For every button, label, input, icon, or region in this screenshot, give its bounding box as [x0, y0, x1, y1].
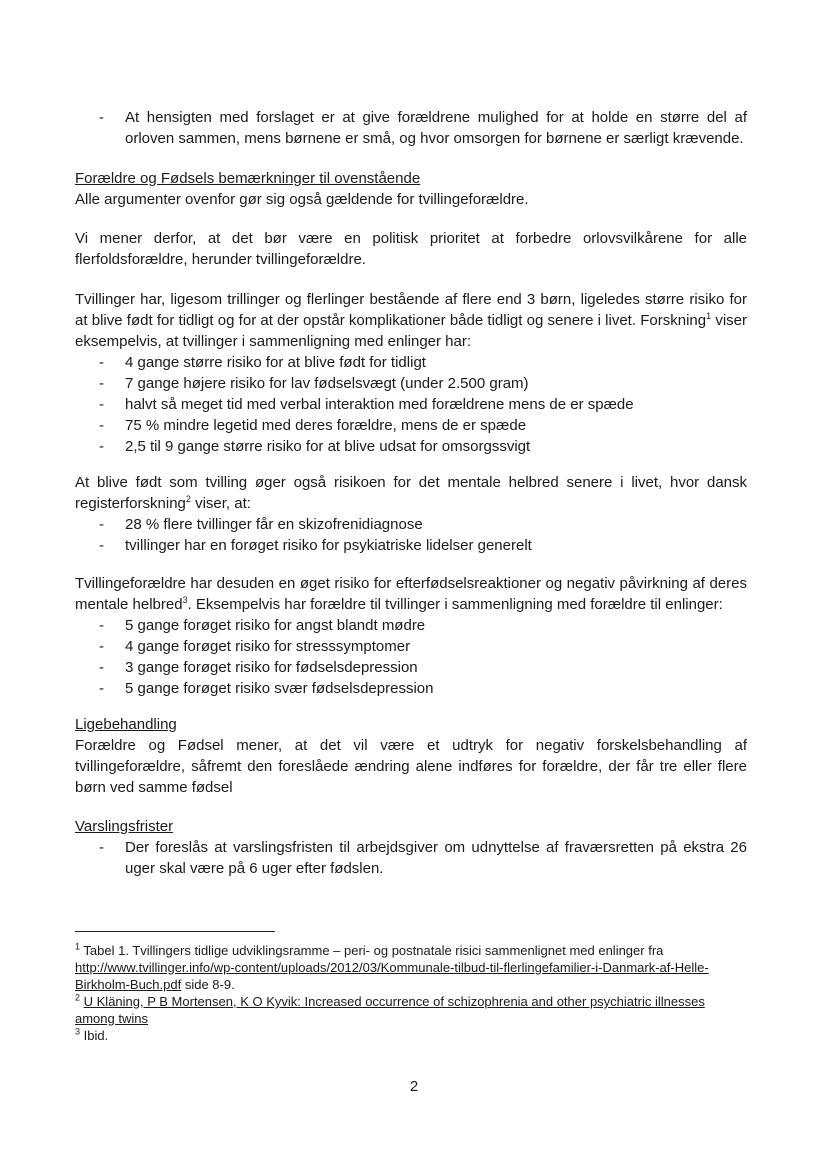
- paragraph: Alle argumenter ovenfor gør sig også gældende for tvillingeforældre.: [75, 191, 529, 208]
- section-notice-deadlines: [75, 816, 747, 879]
- footnote-2: $^2$ U Kläning, P B Mortensen, K O Kyvik: Increased occurrence of schizophrenia and other psychiatric illnesses among twins: [75, 992, 705, 1026]
- list-item: - 2,5 til 9 gange større risiko for at blive udsat for omsorgssvigt: [99, 438, 531, 455]
- list-item: - 3 gange forøget risiko for fødselsdepression: [99, 659, 418, 676]
- list-item: - 5 gange forøget risiko for angst blandt mødre: [99, 617, 426, 634]
- section-twin-risks: [75, 289, 747, 457]
- bullet-dash: -: [99, 109, 104, 126]
- intro-bullet: [75, 107, 747, 149]
- section-parent-health: [75, 573, 747, 699]
- list-item: - Der foreslås at varslingsfristen til arbejdsgiver om udnyttelse af fraværsretten på ekstra 26 uger skal være på 6 uger efter fødslen.: [99, 839, 747, 877]
- paragraph-register-research: At blive født som tvilling øger også risikoen for det mentale helbred senere i livet, hvor dansk registerforskning$^2$ viser, at:: [75, 474, 747, 512]
- section-heading: Ligebehandling: [75, 716, 177, 733]
- section-mental-health: [75, 472, 747, 556]
- list-item: - 4 gange større risiko for at blive født for tidligt: [99, 354, 426, 371]
- notice-list: [75, 837, 747, 879]
- paragraph-text: Tvillinger har, ligesom trillinger og flerlinger bestående af flere end 3 børn, ligeledes større risiko for at blive født for tidligt og for at der opstår komplikationer både tidligt og senere i livet. Forskning: [75, 291, 747, 329]
- list-item: - 4 gange forøget risiko for stresssymptomer: [99, 638, 411, 655]
- footnote-1: $^1$ Tabel 1. Tvillingers tidlige udviklingsramme – peri- og postnatale risici sammenlignet med enlinger fra http://www.tvillinger.info/wp-content/uploads/2012/03/Kommunale-tilbud-til-flerlingefamilier-i-Danmark-af-Helle-Birkholm-Buch.pdf side 8-9.: [75, 941, 709, 992]
- risk-list: [75, 352, 747, 457]
- list-item: - halvt så meget tid med verbal interaktion med forældrene mens de er spæde: [99, 396, 634, 413]
- footnote-ref: 1: [706, 311, 712, 321]
- section-parents-remarks: [75, 168, 747, 210]
- section-heading: Varslingsfrister: [75, 818, 174, 835]
- paragraph-priority: Vi mener derfor, at det bør være en politisk prioritet at forbedre orlovsvilkårene for alle flerfoldsforældre, herunder tvillingeforældre.: [75, 230, 747, 268]
- footnote-3: $^3$ Ibid.: [75, 1026, 109, 1043]
- list-item: - 75 % mindre legetid med deres forældre, mens de er spæde: [99, 417, 527, 434]
- footnote-ref: 3: [182, 595, 188, 605]
- section-heading: Forældre og Fødsels bemærkninger til ovenstående: [75, 170, 421, 187]
- mental-health-list: [75, 514, 747, 556]
- page-number: 2: [409, 1078, 419, 1095]
- paragraph: Forældre og Fødsel mener, at det vil være et udtryk for negativ forskelsbehandling af tvillingeforældre, såfremt den foreslåede ændring alene indføres for forældre, der får tre eller flere børn ved samme fødsel: [75, 737, 747, 796]
- list-item: - 5 gange forøget risiko svær fødselsdepression: [99, 680, 434, 697]
- paragraph-parent-risks: Tvillingeforældre har desuden en øget risiko for efterfødselsreaktioner og negativ påvirkning af deres mentale helbred$^3$. Eksempelvis har forældre til tvillinger i sammenligning med forældre til enlinger:: [75, 575, 747, 613]
- list-item: - 7 gange højere risiko for lav fødselsvægt (under 2.500 gram): [99, 375, 529, 392]
- footnote-divider: [75, 931, 275, 932]
- section-equal-treatment: [75, 714, 747, 798]
- footnote-1-link[interactable]: http://www.tvillinger.info/wp-content/uploads/2012/03/Kommunale-tilbud-til-flerlingefamilier-i-Danmark-af-Helle-Birkholm-Buch.pdf: [75, 960, 709, 992]
- footnotes: [75, 942, 747, 1044]
- paragraph-research: [75, 289, 747, 352]
- paragraph-text: viser eksempelvis, at tvillinger i sammenligning med enlinger har:: [75, 312, 747, 350]
- intro-bullet-text: At hensigten med forslaget er at give forældrene mulighed for at holde en større del af orloven sammen, mens børnene er små, og hvor omsorgen for børnene er særligt krævende.: [125, 109, 747, 147]
- footnote-ref: 2: [185, 494, 191, 504]
- list-item: - tvillinger har en forøget risiko for psykiatriske lidelser generelt: [99, 537, 532, 554]
- footnote-2-link[interactable]: U Kläning, P B Mortensen, K O Kyvik: Increased occurrence of schizophrenia and other psychiatric illnesses among twins: [75, 994, 705, 1026]
- list-item: - 28 % flere tvillinger får en skizofrenidiagnose: [99, 516, 423, 533]
- parent-risk-list: [75, 615, 747, 699]
